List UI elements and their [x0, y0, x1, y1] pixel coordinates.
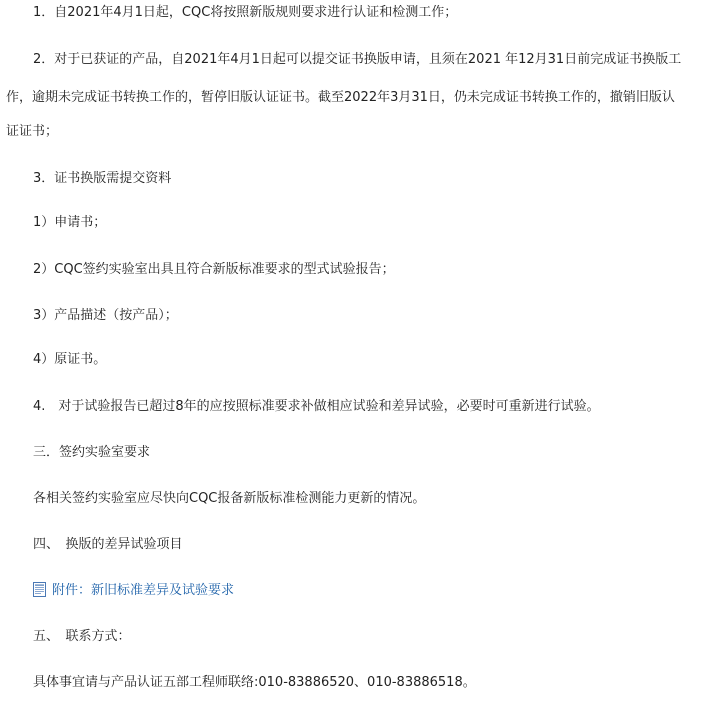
list-item-application: 1）申请书； [33, 215, 107, 230]
paragraph-item-3-heading: 3．证书换版需提交资料 [33, 171, 172, 186]
list-item-original-certificate: 4）原证书。 [33, 352, 107, 367]
list-item-test-report: 2）CQC签约实验室出具且符合新版标准要求的型式试验报告； [33, 262, 395, 277]
list-item-product-description: 3）产品描述（按产品）； [33, 308, 178, 323]
paragraph-item-4: 4. 对于试验报告已超过8年的应按照标准要求补做相应试验和差异试验，必要时可重新进行试验。 [33, 399, 600, 414]
word-document-icon [33, 582, 46, 597]
section-heading-contact: 五、 联系方式： [33, 629, 131, 644]
attachment-label[interactable]: 附件：新旧标准差异及试验要求 [52, 583, 235, 598]
section-heading-difference-tests: 四、 换版的差异试验项目 [33, 537, 183, 552]
attachment-link[interactable] [33, 582, 234, 600]
section-heading-lab-requirements: 三．签约实验室要求 [33, 445, 151, 460]
paragraph-item-2-line-1: 2．对于已获证的产品，自2021年4月1日起可以提交证书换版申请，且须在2021 年12月31日前完成证书换版工 [33, 52, 682, 67]
paragraph-item-2-line-3: 证证书； [6, 124, 59, 139]
paragraph-lab-requirements: 各相关签约实验室应尽快向CQC报备新版标准检测能力更新的情况。 [33, 491, 426, 506]
paragraph-item-1: 1．自2021年4月1日起，CQC将按照新版规则要求进行认证和检测工作； [33, 5, 458, 20]
paragraph-contact-details: 具体事宜请与产品认证五部工程师联络:010-83886520、010-83886518。 [33, 675, 476, 690]
paragraph-item-2-line-2: 作，逾期未完成证书转换工作的，暂停旧版认证证书。截至2022年3月31日，仍未完成证书转换工作的，撤销旧版认 [6, 90, 675, 105]
